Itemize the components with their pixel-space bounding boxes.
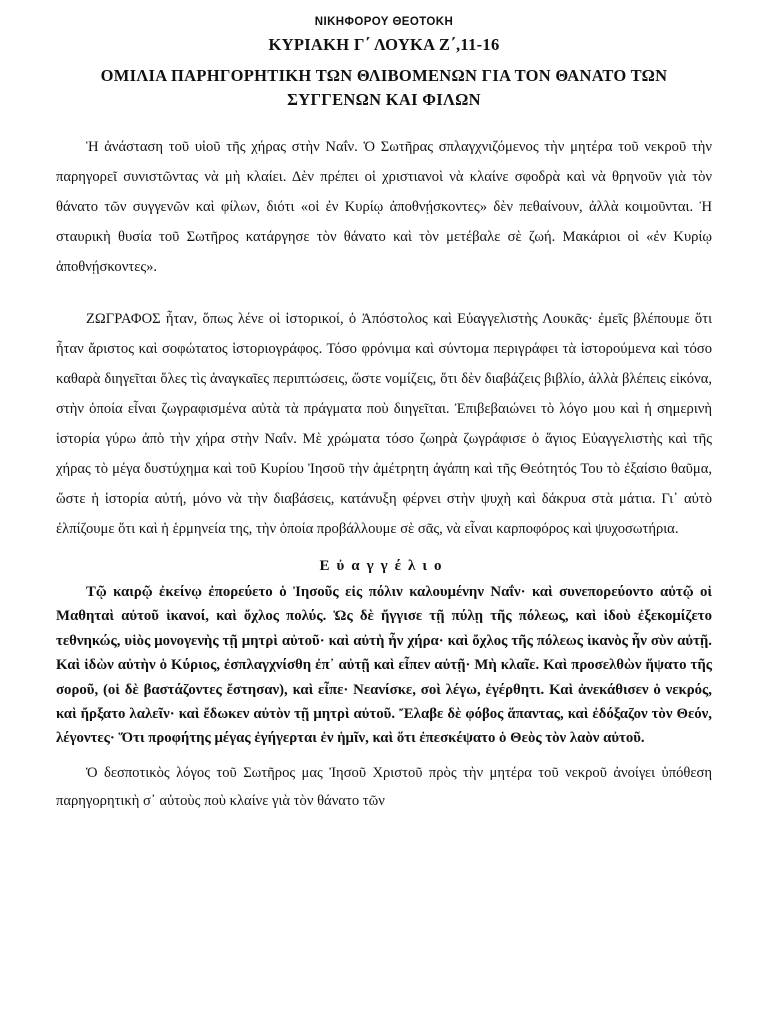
gospel-text: Τῷ καιρῷ ἐκείνῳ ἐπορεύετο ὁ Ἰησοῦς εἰς πόλιν καλουμένην Ναΐν· καὶ συνεπορεύοντο αὐτῷ οἱ Μαθηταὶ αὐτοῦ ἱκανοί, καὶ ὄχλος πολύς. Ὡς δὲ ἤγγισε τῇ πύλῃ τῆς πόλεως, καὶ ἰδοὺ ἐξεκομίζετο τεθνηκώς, υἱὸς μονογενὴς τῇ μητρὶ αὐτοῦ· καὶ αὐτὴ ἦν χήρα· καὶ ὄχλος τῆς πόλεως ἱκανὸς ἦν σὺν αὐτῇ. Καὶ ἰδὼν αὐτὴν ὁ Κύριος, ἐσπλαγχνίσθη ἐπ᾿ αὐτῇ καὶ εἶπεν αὐτῇ· Μὴ κλαῖε. Καὶ προσελθὼν ἥψατο τῆς σοροῦ, (οἱ δὲ βαστάζοντες ἔστησαν), καὶ εἶπε· Νεανίσκε, σοὶ λέγω, ἐγέρθητι. Καὶ ἀνεκάθισεν ὁ νεκρός, καὶ ἤρξατο λαλεῖν· καὶ ἔδωκεν αὐτὸν τῇ μητρὶ αὐτοῦ. Ἔλαβε δὲ φόβος ἅπαντας, καὶ ἐδόξαζον τὸν Θεόν, λέγοντες· Ὅτι προφήτης μέγας ἐγήγερται ἐν ἡμῖν, καὶ ὅτι ἐπεσκέψατο ὁ Θεὸς τὸν λαὸν αὐτοῦ. <box>56 584 712 747</box>
section-heading-gospel: Εὐαγγέλιο <box>319 558 449 574</box>
document-title: ΚΥΡΙΑΚΗ Γ΄ ΛΟΥΚΑ Ζ΄,11-16 <box>268 35 500 54</box>
document-page <box>56 14 712 815</box>
body-paragraph-3: Ὁ δεσποτικὸς λόγος τοῦ Σωτῆρος μας Ἰησοῦ Χριστοῦ πρὸς τὴν μητέρα τοῦ νεκροῦ ἀνοίγει ὑπόθεση παρηγορητικὴ σ᾿ αὐτοὺς ποὺ κλαίνε γιὰ τὸν θάνατο τῶν <box>56 764 712 809</box>
document-subtitle: ΟΜΙΛΙΑ ΠΑΡΗΓΟΡΗΤΙΚΗ ΤΩΝ ΘΛΙΒΟΜΕΝΩΝ ΓΙΑ ΤΟΝ ΘΑΝΑΤΟ ΤΩΝ ΣΥΓΓΕΝΩΝ ΚΑΙ ΦΙΛΩΝ <box>100 66 668 109</box>
author-name: ΝΙΚΗΦΟΡΟΥ ΘΕΟΤΟΚΗ <box>314 16 454 28</box>
intro-paragraph: Ἡ ἀνάσταση τοῦ υἱοῦ τῆς χήρας στὴν Ναΐν. Ὁ Σωτῆρας σπλαγχνιζόμενος τὴν μητέρα τοῦ νεκροῦ τὴν παρηγορεῖ συνιστῶντας νὰ μὴ κλαίει. Δὲν πρέπει οἱ χριστιανοὶ νὰ κλαίνε σφοδρὰ καὶ νὰ θρηνοῦν γιὰ τὸν θάνατο τῶν συγγενῶν καὶ φίλων, διότι «οἱ ἐν Κυρίῳ ἀποθνῄσκοντες» δὲν πεθαίνουν, ἀλλὰ κοιμοῦνται. Ἡ σταυρικὴ θυσία τοῦ Σωτῆρος κατάργησε τὸν θάνατο καὶ τὸν μετέβαλε σὲ ζωή. Μακάριοι οἱ «ἐν Κυρίῳ ἀποθνῄσκοντες». <box>56 139 712 275</box>
body-paragraph-2: ΖΩΓΡΑΦΟΣ ἦταν, ὅπως λένε οἱ ἱστορικοί, ὁ Ἀπόστολος καὶ Εὐαγγελιστὴς Λουκᾶς· ἐμεῖς βλέπουμε ὅτι ἦταν ἄριστος καὶ σοφώτατος ἱστοριογράφος. Τόσο φρόνιμα καὶ σύντομα περιγράφει τὰ ἱστορούμενα καὶ τόσο καθαρὰ διηγεῖται ὅλες τὶς ἀναγκαῖες περιπτώσεις, ὥστε νομίζεις, ὅτι δὲν διαβάζεις βιβλίο, ἀλλὰ βλέπεις εἰκόνα, στὴν ὁποία εἶναι ζωγραφισμένα αὐτὰ τὰ πράγματα ποὺ διηγεῖται. Ἐπιβεβαιώνει τὸ λόγο μου καὶ ἡ σημερινὴ ἱστορία γύρω ἀπὸ τὴν χήρα στὴν Ναΐν. Μὲ χρώματα τόσο ζωηρὰ ζωγράφισε ὁ ἅγιος Εὐαγγελιστὴς καὶ τῆς χήρας τὸ μέγα δυστύχημα καὶ τοῦ Κυρίου Ἰησοῦ τὴν ἀμέτρητη ἀγάπη καὶ τῆς Θεότητός Του τὸ ἐξαίσιο θαῦμα, ὥστε ἡ ἱστορία αὐτή, μόνο νὰ τὴν διαβάσεις, κατάνυξη φέρνει στὴν ψυχὴ καὶ δάκρυα στὰ μάτια. Γι᾿ αὐτὸ ἐλπίζουμε ὅτι καὶ ἡ ἑρμηνεία της, τὴν ὁποία προβάλλουμε σὲ σᾶς, νὰ εἶναι καρποφόρος καὶ ψυχοσωτήρια. <box>56 311 712 537</box>
